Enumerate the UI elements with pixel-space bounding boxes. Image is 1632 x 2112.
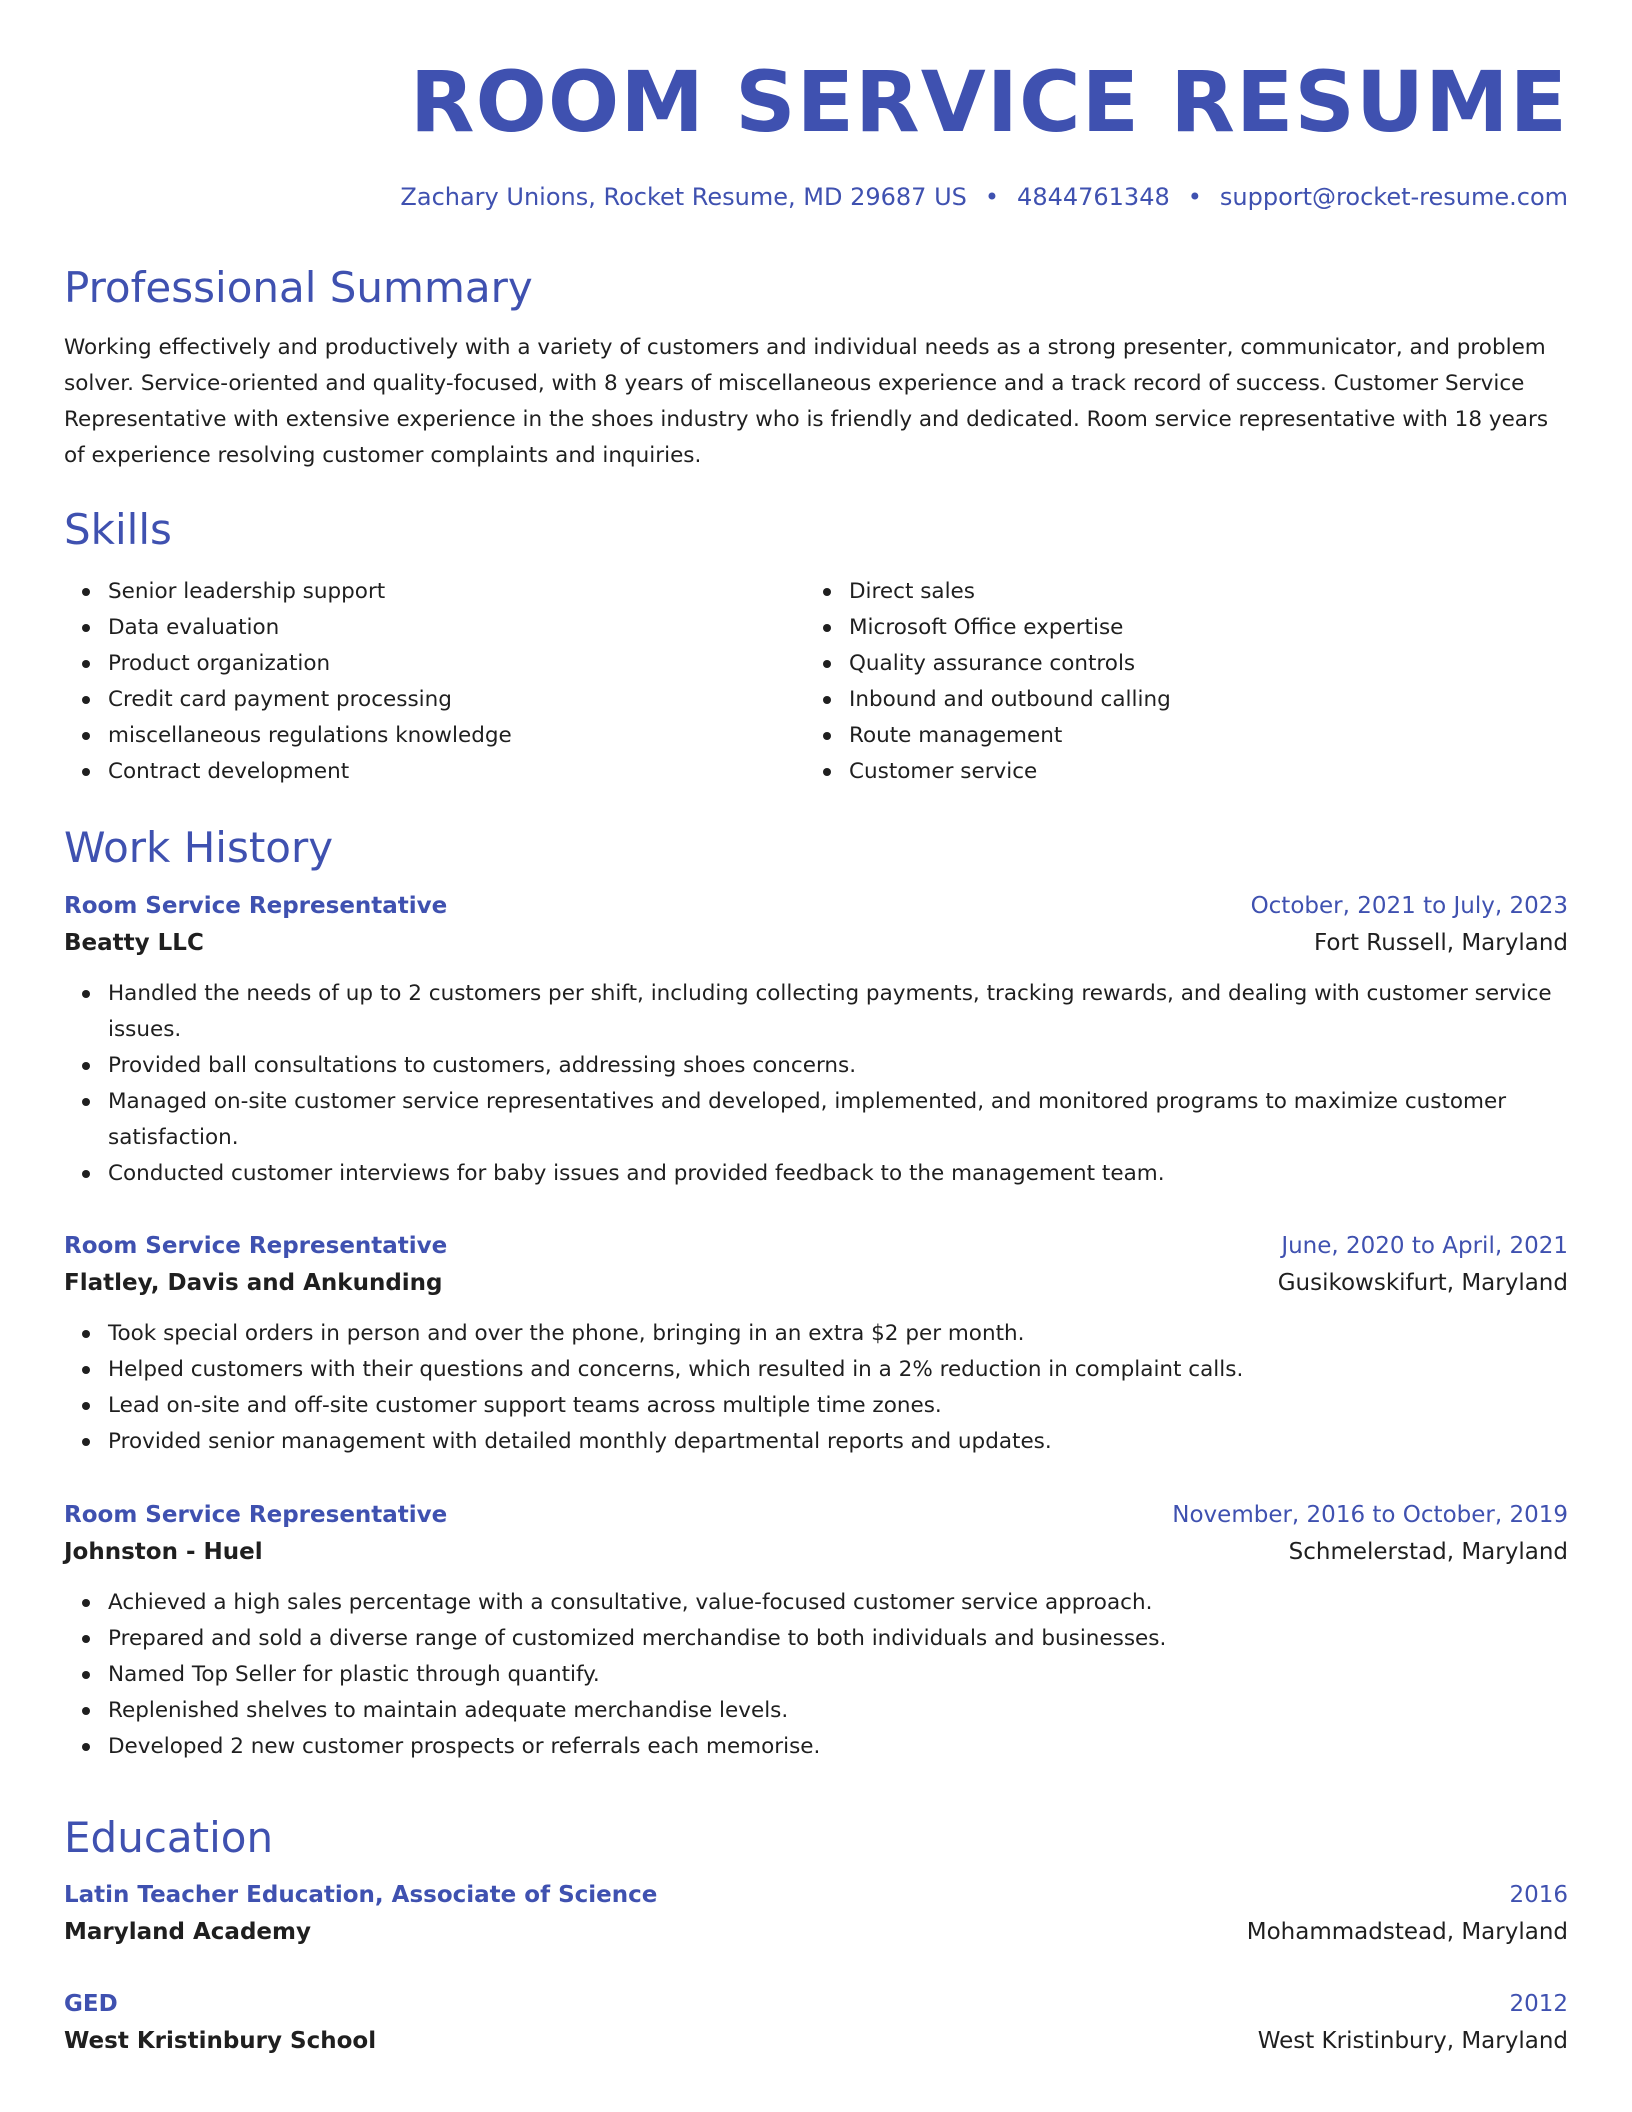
education-location: West Kristinbury, Maryland: [1257, 2028, 1568, 2054]
education-school: West Kristinbury School: [64, 2028, 377, 2054]
job-header-row: [64, 888, 1568, 924]
job-bullet: Helped customers with their questions and concerns, which resulted in a 2% reduction in complaint calls.: [108, 1352, 1568, 1388]
job-bullet: Managed on-site customer service representatives and developed, implemented, and monitored programs to maximize customer satisfaction.: [108, 1084, 1568, 1156]
job-company: Flatley, Davis and Ankunding: [64, 1270, 443, 1296]
job-bullet: Developed 2 new customer prospects or referrals each memorise.: [108, 1729, 1568, 1765]
job-company: Beatty LLC: [64, 930, 204, 956]
job-location: Fort Russell, Maryland: [1314, 930, 1568, 956]
skill-item: Microsoft Office expertise: [849, 610, 1546, 646]
contact-email[interactable]: support@rocket-resume.com: [1219, 183, 1568, 211]
contact-address: Zachary Unions, Rocket Resume, MD 29687 US: [400, 183, 967, 211]
contact-line: [400, 182, 1568, 212]
job-bullets: [64, 1316, 1568, 1460]
skills-heading: Skills: [64, 505, 172, 554]
education-heading: Education: [64, 1813, 274, 1862]
skill-item: Product organization: [108, 646, 805, 682]
skill-item: miscellaneous regulations knowledge: [108, 718, 805, 754]
education-header-row: [64, 1986, 1568, 2022]
work-history-heading: Work History: [64, 823, 334, 872]
skill-item: Customer service: [849, 754, 1546, 790]
job-title: Room Service Representative: [64, 1502, 448, 1528]
job-dates: June, 2020 to April, 2021: [1281, 1233, 1568, 1259]
summary-heading: Professional Summary: [64, 263, 533, 312]
education-year: 2012: [1509, 1991, 1568, 2017]
skill-item: Inbound and outbound calling: [849, 682, 1546, 718]
resume-title: ROOM SERVICE RESUME: [409, 53, 1568, 151]
job-dates: October, 2021 to July, 2023: [1250, 893, 1568, 919]
job-bullet: Prepared and sold a diverse range of customized merchandise to both individuals and businesses.: [108, 1621, 1568, 1657]
job-dates: November, 2016 to October, 2019: [1172, 1502, 1568, 1528]
job-bullet: Took special orders in person and over the phone, bringing in an extra $2 per month.: [108, 1316, 1568, 1352]
job-bullet: Replenished shelves to maintain adequate merchandise levels.: [108, 1693, 1568, 1729]
skill-item: Credit card payment processing: [108, 682, 805, 718]
education-entry: [64, 1877, 1568, 1951]
skill-item: Direct sales: [849, 574, 1546, 610]
education-school-row: [64, 1913, 1568, 1951]
skills-column-left: [64, 574, 805, 790]
job-bullet: Lead on-site and off-site customer support teams across multiple time zones.: [108, 1388, 1568, 1424]
job-entry: [64, 1497, 1568, 1765]
job-company: Johnston - Huel: [64, 1539, 263, 1565]
education-location: Mohammadstead, Maryland: [1246, 1919, 1568, 1945]
job-title: Room Service Representative: [64, 893, 448, 919]
skill-item: Contract development: [108, 754, 805, 790]
job-bullet: Provided ball consultations to customers, addressing shoes concerns.: [108, 1048, 1568, 1084]
job-title: Room Service Representative: [64, 1233, 448, 1259]
job-company-row: [64, 924, 1568, 962]
job-header-row: [64, 1228, 1568, 1264]
job-bullet: Provided senior management with detailed monthly departmental reports and updates.: [108, 1424, 1568, 1460]
job-entry: [64, 888, 1568, 1192]
job-bullet: Achieved a high sales percentage with a consultative, value-focused customer service approach.: [108, 1585, 1568, 1621]
education-degree: GED: [64, 1991, 118, 2017]
job-header-row: [64, 1497, 1568, 1533]
contact-separator: •: [984, 183, 1000, 211]
education-school: Maryland Academy: [64, 1919, 311, 1945]
job-entry: [64, 1228, 1568, 1460]
education-school-row: [64, 2022, 1568, 2060]
job-bullet: Named Top Seller for plastic through quantify.: [108, 1657, 1568, 1693]
skills-column-right: [805, 574, 1546, 790]
skill-item: Quality assurance controls: [849, 646, 1546, 682]
summary-text: Working effectively and productively with a variety of customers and individual needs as a strong presenter, communicator, and problem solver. Service-oriented and quality-focused, with 8 years of miscellaneous experience and a track record of success. Customer Service Representative with extensive experience in the shoes industry who is friendly and dedicated. Room service representative with 18 years of experience resolving customer complaints and inquiries.: [64, 335, 1549, 468]
job-bullet: Conducted customer interviews for baby issues and provided feedback to the management team.: [108, 1156, 1568, 1192]
education-degree: Latin Teacher Education, Associate of Science: [64, 1882, 658, 1908]
job-bullets: [64, 1585, 1568, 1765]
job-location: Gusikowskifurt, Maryland: [1277, 1270, 1568, 1296]
skills-list: [64, 574, 1568, 790]
contact-separator: •: [1187, 183, 1202, 211]
job-location: Schmelerstad, Maryland: [1288, 1539, 1568, 1565]
job-bullets: [64, 976, 1568, 1192]
education-header-row: [64, 1877, 1568, 1913]
education-entry: [64, 1986, 1568, 2060]
job-company-row: [64, 1264, 1568, 1302]
skill-item: Senior leadership support: [108, 574, 805, 610]
education-year: 2016: [1509, 1882, 1568, 1908]
contact-phone: 4844761348: [1017, 183, 1170, 211]
skill-item: Data evaluation: [108, 610, 805, 646]
skill-item: Route management: [849, 718, 1546, 754]
job-company-row: [64, 1533, 1568, 1571]
job-bullet: Handled the needs of up to 2 customers per shift, including collecting payments, tracking rewards, and dealing with customer service issues.: [108, 976, 1568, 1048]
